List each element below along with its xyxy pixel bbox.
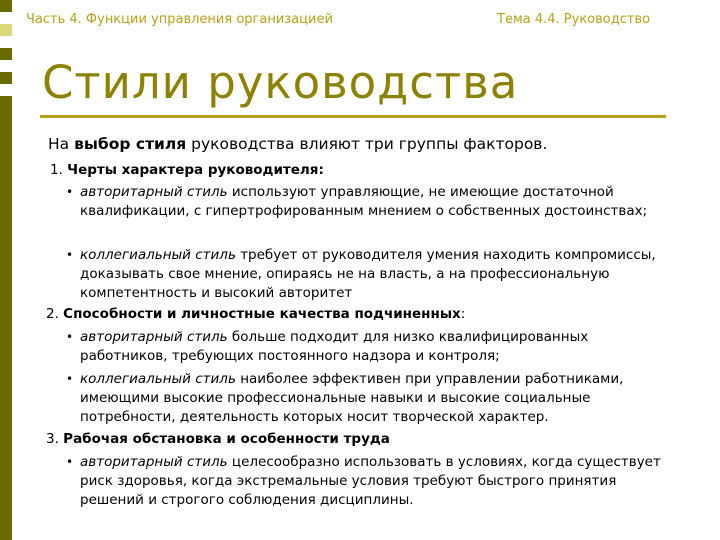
style-term: коллегиальный стиль xyxy=(80,371,236,387)
section-suffix: : xyxy=(460,306,466,322)
style-term: авторитарный стиль xyxy=(80,329,228,345)
intro-bold: выбор стиля xyxy=(74,135,187,153)
list-item xyxy=(66,453,666,510)
intro-text xyxy=(48,135,547,153)
bullet-icon: • xyxy=(66,372,74,386)
sidebar-square xyxy=(0,84,12,96)
bullet-text: наиболее эффективен при управлении работниками, имеющими высокие профессиональные навыки и высокие социальные потребности, деятельность которых носит творческой характер. xyxy=(80,371,624,425)
left-sidebar-bar xyxy=(0,0,12,540)
sidebar-square xyxy=(0,24,12,36)
header-topic: Тема 4.4. Руководство xyxy=(497,12,651,27)
bullet-icon: • xyxy=(66,185,74,199)
section-heading xyxy=(50,162,324,178)
bullet-icon: • xyxy=(66,330,74,344)
sidebar-square xyxy=(0,12,12,24)
slide-title: Стили руководства xyxy=(42,56,519,109)
bullet-text: требует от руководителя умения находить компромиссы, доказывать свое мнение, опираясь не на власть, а на профессиональную компетентность и высокий авторитет xyxy=(80,247,656,301)
bullet-icon: • xyxy=(66,455,74,469)
intro-pre: На xyxy=(48,135,75,153)
section-number: 1. xyxy=(50,162,68,178)
list-item xyxy=(66,370,666,427)
list-item xyxy=(66,183,666,221)
section-number: 2. xyxy=(46,306,64,322)
section-title: Рабочая обстановка и особенности труда xyxy=(63,431,390,447)
style-term: коллегиальный стиль xyxy=(80,247,236,263)
style-term: авторитарный стиль xyxy=(80,184,228,200)
list-item xyxy=(66,328,666,366)
bullet-text: больше подходит для низко квалифицированных работников, требующих постоянного надзора и контроля; xyxy=(80,329,589,364)
bullet-icon: • xyxy=(66,248,74,262)
bullet-text: используют управляющие, не имеющие достаточной квалификации, с гипертрофированным мнением о собственных достоинствах; xyxy=(80,184,648,219)
section-heading xyxy=(46,306,465,322)
sidebar-square xyxy=(0,60,12,72)
style-term: авторитарный стиль xyxy=(80,454,228,470)
section-heading xyxy=(46,431,390,447)
sidebar-square xyxy=(0,36,12,48)
section-title: Черты характера руководителя: xyxy=(67,162,324,178)
section-title: Способности и личностные качества подчиненных xyxy=(63,306,461,322)
bullet-text: целесообразно использовать в условиях, когда существует риск здоровья, когда экстремальные условия требуют быстрого принятия решений и строгого соблюдения дисциплины. xyxy=(80,454,661,508)
intro-post: руководства влияют три группы факторов. xyxy=(186,135,548,153)
title-underline xyxy=(40,115,666,118)
section-number: 3. xyxy=(46,431,64,447)
header-part: Часть 4. Функции управления организацией xyxy=(26,12,333,27)
list-item xyxy=(66,246,666,303)
